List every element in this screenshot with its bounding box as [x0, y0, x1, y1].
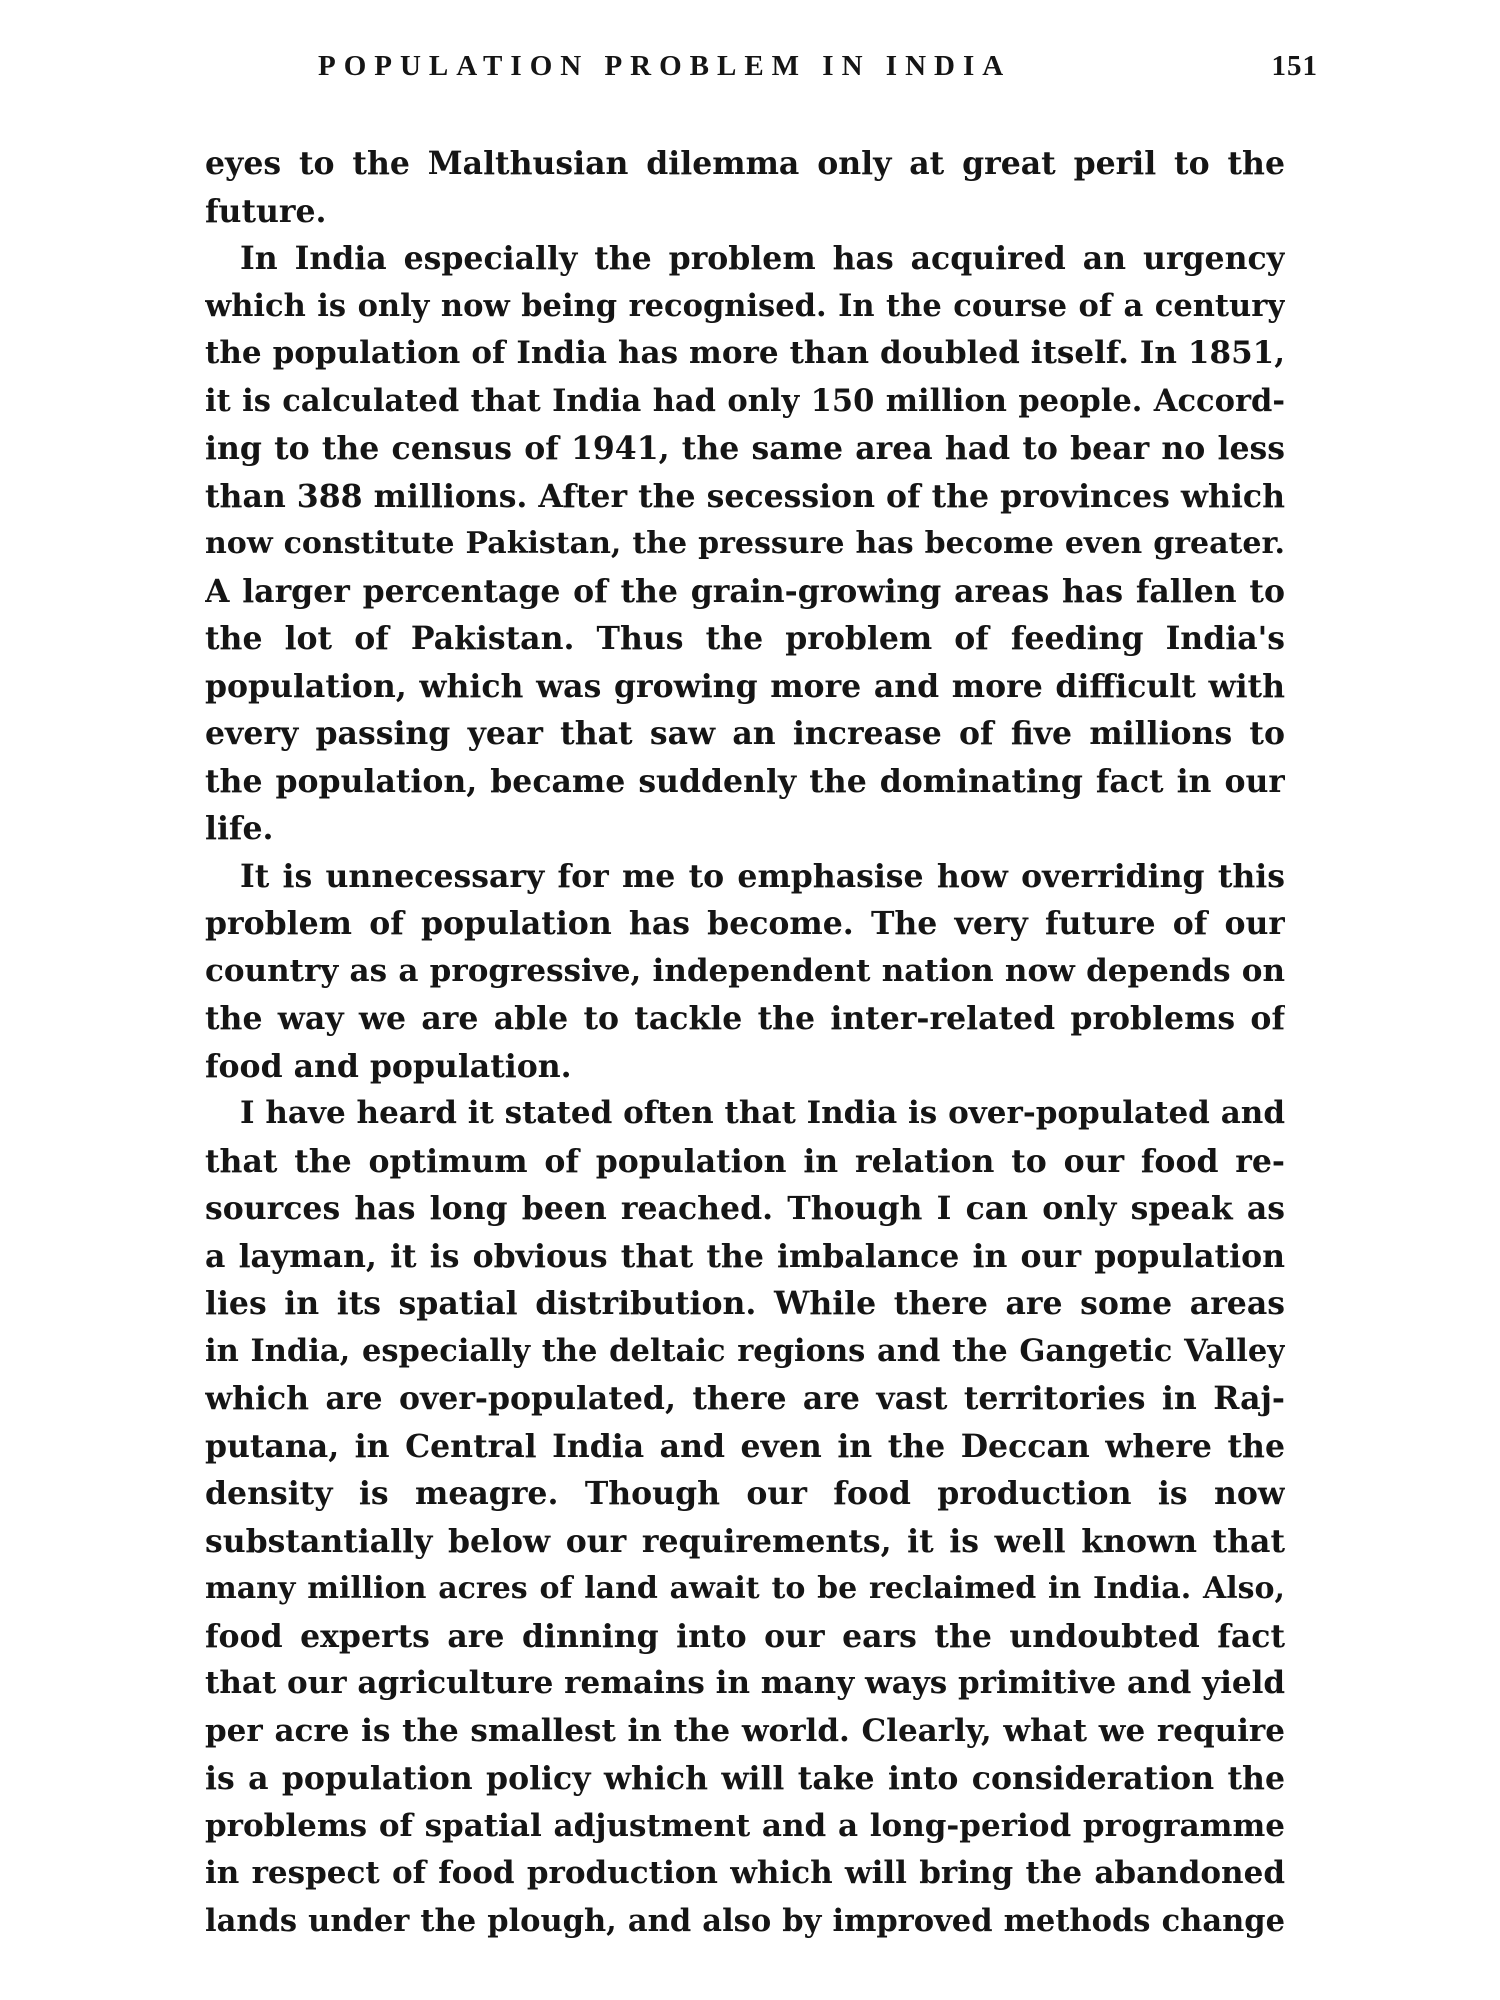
page-number: 151	[1271, 50, 1318, 82]
text-line: is a population policy which will take into consideration the	[205, 1760, 1285, 1797]
text-line: lands under the plough, and also by improved methods change	[205, 1902, 1285, 1939]
text-line: I have heard it stated often that India is over-populated and	[240, 1095, 1285, 1131]
text-line: sources has long been reached. Though I can only speak as	[205, 1190, 1285, 1227]
text-line: future.	[205, 192, 327, 230]
text-line: which are over-populated, there are vast territories in Raj-	[205, 1380, 1285, 1417]
text-line: many million acres of land await to be reclaimed in India. Also,	[205, 1571, 1285, 1606]
text-line: In India especially the problem has acquired an urgency	[240, 240, 1285, 277]
text-line: putana, in Central India and even in the Deccan where the	[205, 1427, 1285, 1465]
text-line: every passing year that saw an increase of five millions to	[205, 715, 1285, 752]
text-line: that our agriculture remains in many ways primitive and yield	[205, 1665, 1285, 1701]
text-line: ing to the census of 1941, the same area had to bear no less	[205, 430, 1285, 467]
text-line: in respect of food production which will bring the abandoned	[205, 1855, 1285, 1891]
running-title: POPULATION PROBLEM IN INDIA	[318, 50, 1012, 82]
text-line: It is unnecessary for me to emphasise how overriding this	[240, 857, 1285, 895]
text-line: life.	[205, 810, 274, 847]
text-line: food and population.	[205, 1047, 572, 1085]
text-line: now constitute Pakistan, the pressure has become even greater.	[205, 526, 1285, 561]
text-line: a layman, it is obvious that the imbalance in our population	[205, 1237, 1285, 1275]
text-line: than 388 millions. After the secession of the provinces which	[205, 477, 1285, 515]
text-line: the lot of Pakistan. Thus the problem of feeding India's	[205, 620, 1285, 657]
text-line: which is only now being recognised. In the course of a century	[205, 287, 1285, 324]
text-line: lies in its spatial distribution. While there are some areas	[205, 1285, 1285, 1322]
text-line: that the optimum of population in relation to our food re-	[205, 1142, 1285, 1180]
text-line: in India, especially the deltaic regions and the Gangetic Valley	[205, 1332, 1285, 1369]
text-line: the population of India has more than doubled itself. In 1851,	[205, 335, 1285, 371]
text-line: A larger percentage of the grain-growing areas has fallen to	[205, 572, 1285, 610]
text-line: the population, became suddenly the dominating fact in our	[205, 762, 1285, 800]
text-line: problems of spatial adjustment and a long-period programme	[205, 1807, 1285, 1844]
text-line: population, which was growing more and more difficult with	[205, 667, 1285, 705]
text-line: problem of population has become. The very future of our	[205, 905, 1285, 942]
body-text	[205, 140, 1285, 1945]
text-line: substantially below our requirements, it is well known that	[205, 1522, 1285, 1560]
running-head	[318, 50, 1318, 94]
text-line: country as a progressive, independent nation now depends on	[205, 952, 1285, 989]
text-line: density is meagre. Though our food production is now	[205, 1475, 1285, 1512]
text-line: food experts are dinning into our ears the undoubted fact	[205, 1617, 1285, 1655]
text-line: the way we are able to tackle the inter-related problems of	[205, 1000, 1285, 1037]
text-line: per acre is the smallest in the world. Clearly, what we require	[205, 1712, 1285, 1749]
text-line: it is calculated that India had only 150 million people. Accord-	[205, 382, 1285, 419]
text-line: eyes to the Malthusian dilemma only at great peril to the	[205, 145, 1285, 182]
